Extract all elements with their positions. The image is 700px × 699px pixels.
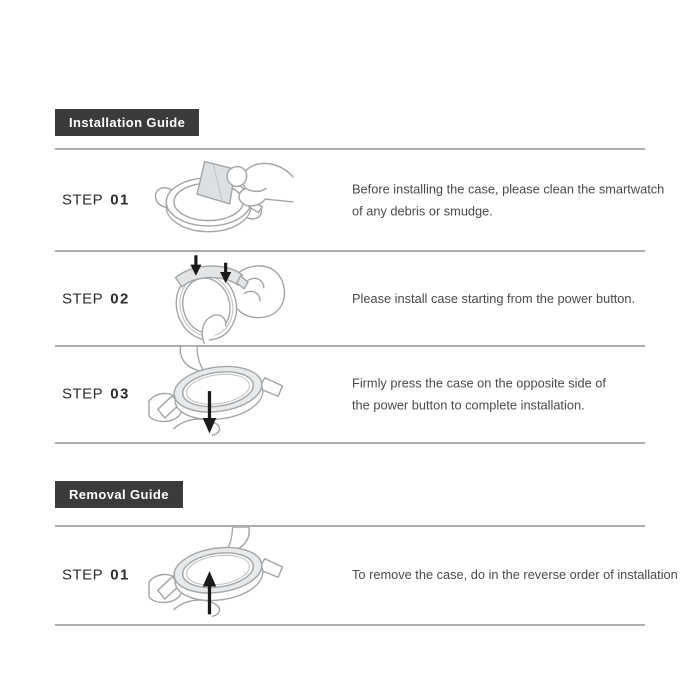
description-line: To remove the case, do in the reverse order of installation xyxy=(352,567,678,583)
description-line: Before installing the case, please clean the smartwatch xyxy=(352,181,665,197)
description-line: the power button to complete installation. xyxy=(352,397,585,412)
divider xyxy=(55,442,645,444)
removal-step-1-row xyxy=(0,527,700,623)
step-word: STEP xyxy=(62,191,104,209)
step-number: 01 xyxy=(110,566,130,584)
step-label xyxy=(62,290,130,307)
removal-guide-title-badge: Removal Guide xyxy=(55,481,183,508)
step-word: STEP xyxy=(62,290,104,307)
install-case-illustration xyxy=(142,252,300,345)
press-case-illustration xyxy=(142,346,300,442)
remove-case-illustration xyxy=(142,527,300,623)
step-number: 02 xyxy=(110,290,130,307)
divider xyxy=(55,624,645,626)
step-description xyxy=(352,372,606,416)
step-description xyxy=(352,178,664,222)
step-word: STEP xyxy=(62,385,104,403)
case-install-icon xyxy=(146,252,296,345)
watch-cleaning-icon xyxy=(146,152,296,248)
step-description xyxy=(352,564,678,586)
step-label xyxy=(62,567,130,584)
clean-smartwatch-illustration xyxy=(142,152,300,248)
step-number: 01 xyxy=(110,191,130,209)
step-word: STEP xyxy=(62,566,104,584)
description-line: Firmly press the case on the opposite side of xyxy=(352,375,606,391)
case-remove-icon xyxy=(146,527,296,623)
description-line: Please install case starting from the power button. xyxy=(352,290,636,306)
installation-step-2-row xyxy=(0,252,700,345)
installation-step-3-row xyxy=(0,347,700,441)
step-label xyxy=(62,386,130,403)
description-line: of any debris or smudge. xyxy=(352,203,493,218)
step-number: 03 xyxy=(110,385,130,403)
step-label xyxy=(62,192,130,209)
step-description xyxy=(352,288,635,310)
case-press-icon xyxy=(146,346,296,442)
installation-guide-title-badge: Installation Guide xyxy=(55,109,199,136)
installation-step-1-row xyxy=(0,150,700,250)
